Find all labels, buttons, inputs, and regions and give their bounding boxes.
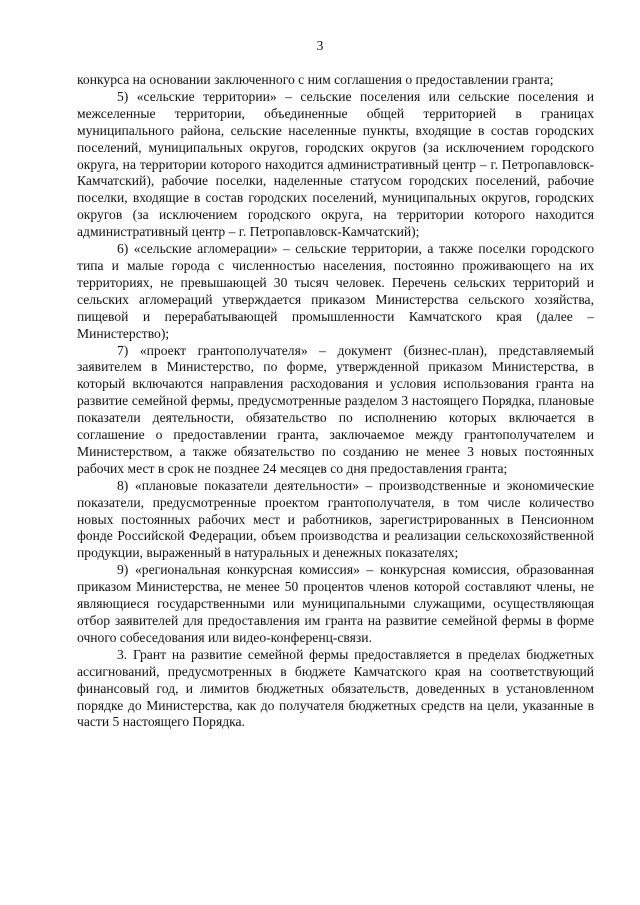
paragraph-continuation: конкурса на основании заключенного с ним соглашения о предоставлении гранта; — [77, 72, 554, 87]
paragraph-item-7-grantee-project: 7) «проект грантополучателя» – документ (бизнес-план), представляемый заявителем в Министерство, по форме, утвержденной приказом Министерства, в который включаются направления расходования и условия использования гранта на развитие семейной фермы, предусмотренные разделом 3 настоящего Порядка, плановые показатели деятельности, обязательство по исполнению которых включается в соглашение о предоставлении гранта, заключаемое между грантополучателем и Министерством, а также обязательство по созданию не менее 3 новых постоянных рабочих мест в срок не позднее 24 месяцев со дня предоставления гранта; — [77, 342, 594, 476]
paragraph-section-3-grant: 3. Грант на развитие семейной фермы предоставляется в пределах бюджетных ассигнований, предусмотренных в бюджете Камчатского края на соответствующий финансовый год, и лимитов бюджетных обязательств, доведенных в установленном порядке до Министерства, как до получателя бюджетных средств на цели, указанные в части 5 настоящего Порядка. — [77, 646, 594, 730]
document-body — [77, 72, 594, 731]
page-number: 3 — [316, 38, 324, 53]
paragraph-item-6-rural-agglomerations: 6) «сельские агломерации» – сельские территории, а также поселки городского типа и малые города с численностью населения, постоянно проживающего на их территориях, не превышающей 30 тысяч человек. Перечень сельских территорий и сельских агломераций утверждается приказом Министерства сельского хозяйства, пищевой и перерабатывающей промышленности Камчатского края (далее – Министерство); — [77, 241, 594, 341]
paragraph-item-9-regional-commission: 9) «региональная конкурсная комиссия» – конкурсная комиссия, образованная приказом Министерства, не менее 50 процентов членов которой составляют члены, не являющиеся государственными или муниципальными служащими, осуществляющая отбор заявителей для предоставления им гранта на развитие семейной фермы в форме очного собеседования или видео-конференц-связи. — [77, 562, 594, 645]
paragraph-item-5-rural-territories: 5) «сельские территории» – сельские поселения или сельские поселения и межселенные территории, объединенные общей территорией в границах муниципального района, сельские населенные пункты, входящие в состав городских поселений, муниципальных округов, городских округов (за исключением городского округа, на территории которого находится административный центр – г. Петропавловск-Камчатский), рабочие поселки, наделенные статусом городских поселений, рабочие поселки, входящие в состав городских поселений, муниципальных округов, городских округов (за исключением городского округа, на территории которого находится административный центр – г. Петропавловск-Камчатский); — [77, 88, 594, 240]
paragraph-item-8-planned-indicators: 8) «плановые показатели деятельности» – производственные и экономические показатели, предусмотренные проектом грантополучателя, в том числе количество новых постоянных рабочих мест и работников, зарегистрированных в Пенсионном фонде Российской Федерации, объем производства и реализации сельскохозяйственной продукции, выраженный в натуральных и денежных показателях; — [77, 477, 594, 561]
